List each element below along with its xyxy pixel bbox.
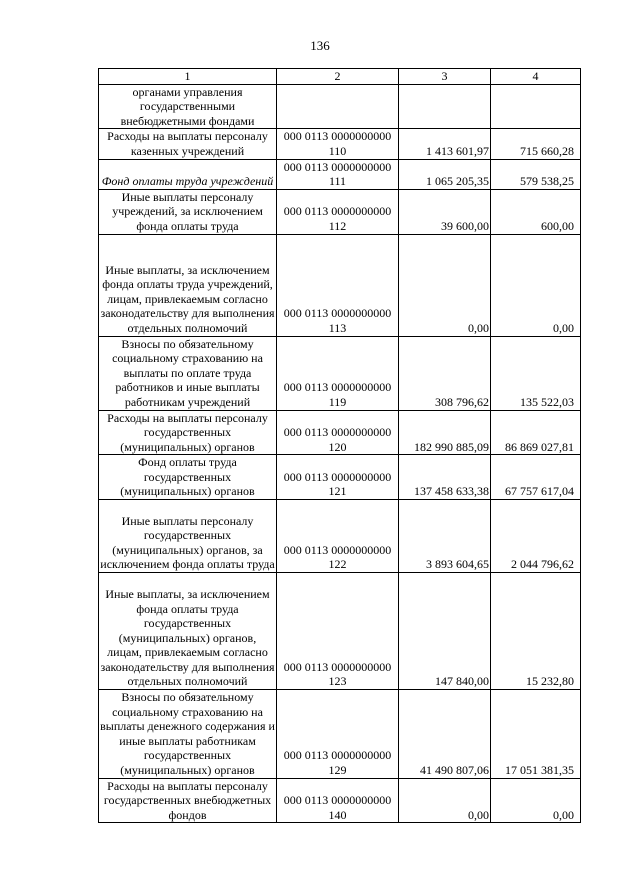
row-value-col-4 xyxy=(491,84,581,129)
table-row xyxy=(99,410,581,455)
row-value-col-3: 147 840,00 xyxy=(399,573,491,690)
row-name-cell: Иные выплаты, за исключением фонда оплаты труда государственных (муниципальных) органов, лицам, привлекаемым согласно законодательству для выполнения отдельных полномочий xyxy=(99,573,277,690)
row-value-col-3: 1 413 601,97 xyxy=(399,129,491,159)
row-value-col-4: 600,00 xyxy=(491,189,581,234)
row-name-cell: Расходы на выплаты персоналу государственных внебюджетных фондов xyxy=(99,778,277,823)
row-value-col-3: 182 990 885,09 xyxy=(399,410,491,455)
table-row xyxy=(99,159,581,189)
row-value-col-4: 67 757 617,04 xyxy=(491,455,581,500)
row-value-col-4: 0,00 xyxy=(491,778,581,823)
row-value-col-3: 1 065 205,35 xyxy=(399,159,491,189)
table-row xyxy=(99,573,581,690)
row-code-cell: 000 0113 0000000000 110 xyxy=(277,129,399,159)
row-value-col-3: 3 893 604,65 xyxy=(399,500,491,573)
row-name-cell: Взносы по обязательному социальному страхованию на выплаты по оплате труда работников и иные выплаты работникам учреждений xyxy=(99,336,277,410)
header-col-1: 1 xyxy=(99,69,277,85)
table-row xyxy=(99,129,581,159)
page-number: 136 xyxy=(310,38,330,53)
header-col-3: 3 xyxy=(399,69,491,85)
row-value-col-4: 0,00 xyxy=(491,234,581,336)
row-value-col-4: 715 660,28 xyxy=(491,129,581,159)
row-code-cell: 000 0113 0000000000 123 xyxy=(277,573,399,690)
row-name-cell: Иные выплаты, за исключением фонда оплаты труда учреждений, лицам, привлекаемым согласно законодательству для выполнения отдельных полномочий xyxy=(99,234,277,336)
row-value-col-3: 0,00 xyxy=(399,234,491,336)
row-code-cell: 000 0113 0000000000 121 xyxy=(277,455,399,500)
row-name-cell: Иные выплаты персоналу государственных (муниципальных) органов, за исключением фонда оплаты труда xyxy=(99,500,277,573)
table-row xyxy=(99,500,581,573)
row-name-cell: Расходы на выплаты персоналу казенных учреждений xyxy=(99,129,277,159)
row-value-col-4: 86 869 027,81 xyxy=(491,410,581,455)
row-code-cell: 000 0113 0000000000 120 xyxy=(277,410,399,455)
row-value-col-4: 2 044 796,62 xyxy=(491,500,581,573)
row-value-col-3: 0,00 xyxy=(399,778,491,823)
row-name-cell: Иные выплаты персоналу учреждений, за исключением фонда оплаты труда xyxy=(99,189,277,234)
row-value-col-4: 579 538,25 xyxy=(491,159,581,189)
row-code-cell: 000 0113 0000000000 129 xyxy=(277,690,399,779)
header-col-2: 2 xyxy=(277,69,399,85)
header-row xyxy=(99,69,581,85)
row-code-cell: 000 0113 0000000000 113 xyxy=(277,234,399,336)
table-row xyxy=(99,336,581,410)
table-row xyxy=(99,234,581,336)
row-name-cell: Расходы на выплаты персоналу государственных (муниципальных) органов xyxy=(99,410,277,455)
row-value-col-3: 308 796,62 xyxy=(399,336,491,410)
table-row xyxy=(99,189,581,234)
row-name-cell: Фонд оплаты труда государственных (муниципальных) органов xyxy=(99,455,277,500)
row-value-col-3 xyxy=(399,84,491,129)
header-col-4: 4 xyxy=(491,69,581,85)
row-value-col-3: 41 490 807,06 xyxy=(399,690,491,779)
row-value-col-3: 39 600,00 xyxy=(399,189,491,234)
row-code-cell: 000 0113 0000000000 119 xyxy=(277,336,399,410)
row-code-cell: 000 0113 0000000000 122 xyxy=(277,500,399,573)
row-name-cell: Фонд оплаты труда учреждений xyxy=(99,159,277,189)
row-code-cell xyxy=(277,84,399,129)
row-code-cell: 000 0113 0000000000 111 xyxy=(277,159,399,189)
row-value-col-4: 17 051 381,35 xyxy=(491,690,581,779)
row-code-cell: 000 0113 0000000000 140 xyxy=(277,778,399,823)
row-code-cell: 000 0113 0000000000 112 xyxy=(277,189,399,234)
table-body xyxy=(99,84,581,823)
row-name-cell: органами управления государственными внебюджетными фондами xyxy=(99,84,277,129)
row-value-col-4: 135 522,03 xyxy=(491,336,581,410)
row-value-col-3: 137 458 633,38 xyxy=(399,455,491,500)
table-row xyxy=(99,690,581,779)
table-row xyxy=(99,778,581,823)
table-row xyxy=(99,455,581,500)
row-name-cell: Взносы по обязательному социальному страхованию на выплаты денежного содержания и иные выплаты работникам государственных (муниципальных) органов xyxy=(100,690,275,778)
budget-table xyxy=(98,68,581,823)
row-value-col-4: 15 232,80 xyxy=(491,573,581,690)
table-row xyxy=(99,84,581,129)
